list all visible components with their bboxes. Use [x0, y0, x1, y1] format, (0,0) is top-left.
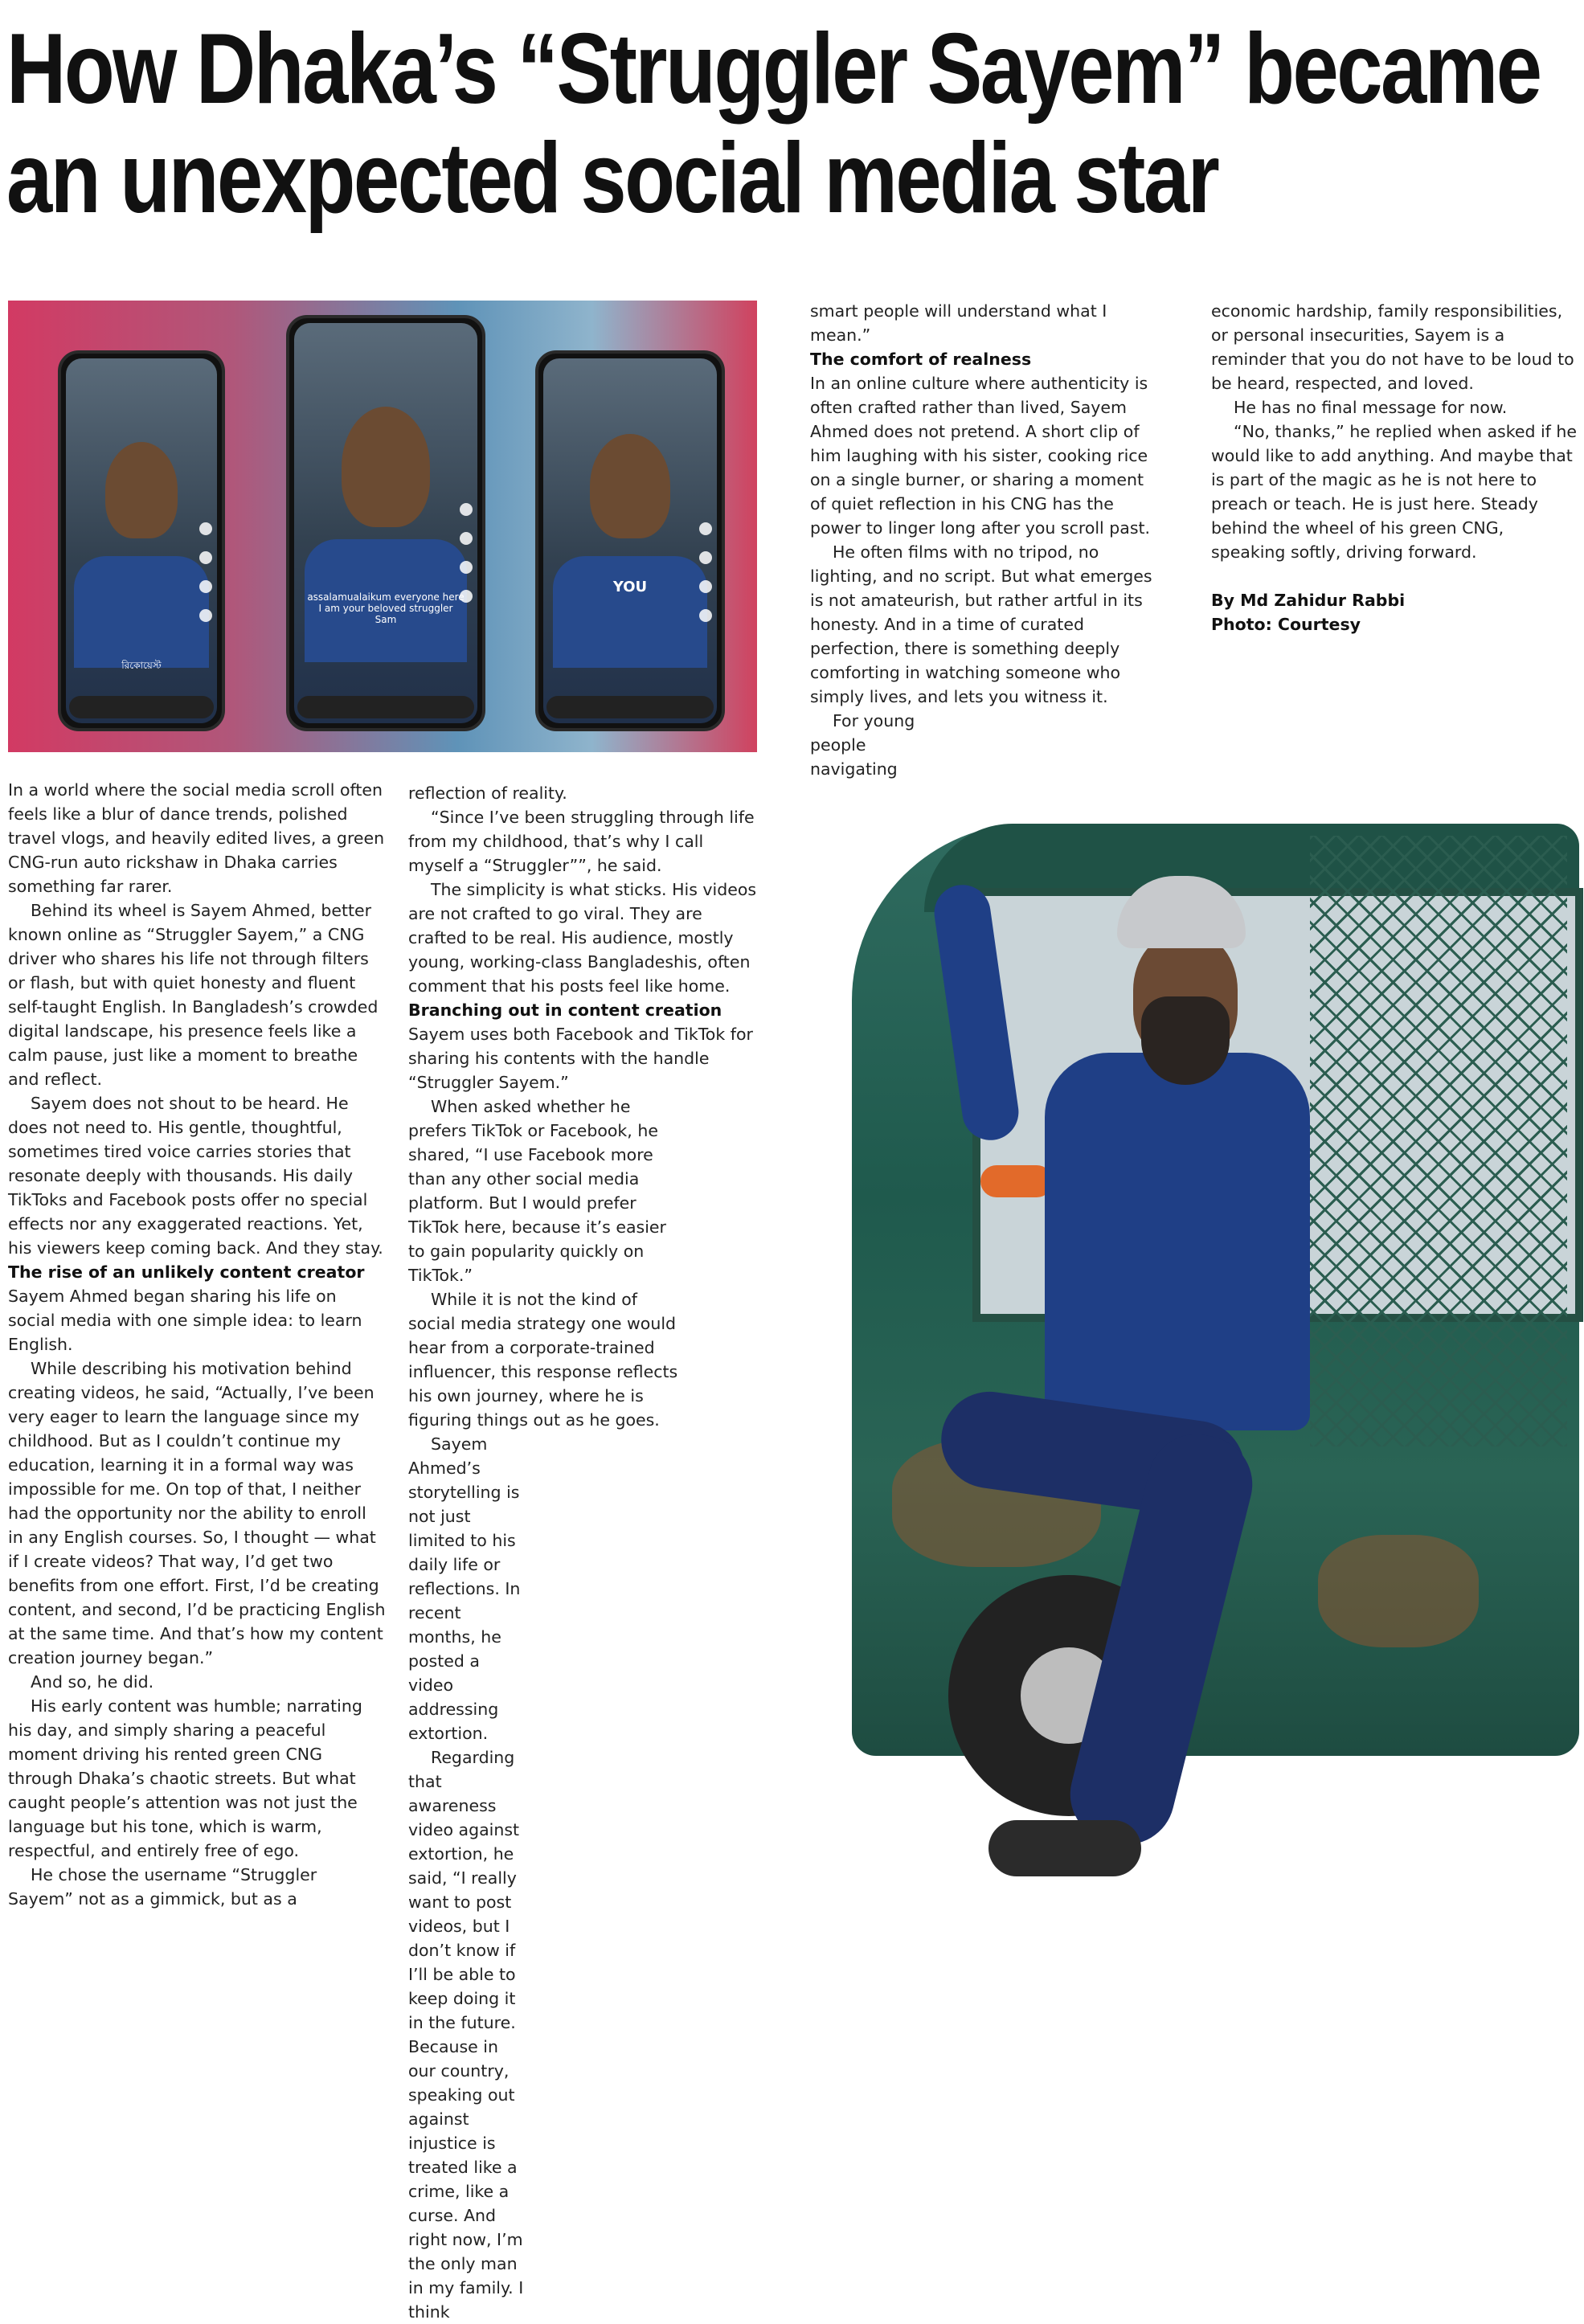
paragraph: reflection of reality. [408, 784, 567, 803]
paragraph: He chose the username “Struggler Sayem” not as a gimmick, but as a [8, 1865, 317, 1909]
phone-left [58, 350, 225, 731]
subheading-branching: Branching out in content creation [408, 1000, 722, 1020]
paragraph: He often films with no tripod, no lighting, and no script. But what emerges is not amateurish, but rather artful in its honesty. And in a time of curated perfection, there is something deeply comforting in watching someone who simply lives, and lets you witness it. [810, 542, 1152, 706]
paragraph: While it is not the kind of social media strategy one would hear from a corporate-trained influencer, this response reflects his own journey, where he is figuring things out as he goes. [408, 1290, 678, 1430]
phone-right-caption: YOU [612, 579, 648, 595]
phone-left-caption: রিকোয়েস্ট [121, 660, 162, 671]
subheading-comfort: The comfort of realness [810, 350, 1032, 369]
article-column-2 [408, 781, 762, 2324]
phone-center [286, 315, 485, 731]
paragraph: The simplicity is what sticks. His videos are not crafted to go viral. They are crafted to be real. His audience, mostly young, working-class Bangladeshis, often comment that his posts feel like home. [408, 880, 757, 996]
paragraph: Sayem Ahmed’s storytelling is not just limited to his daily life or reflections. In recent months, he posted a video addressing extortion. [408, 1434, 521, 1743]
paragraph: Behind its wheel is Sayem Ahmed, better known online as “Struggler Sayem,” a CNG driver who shares his life not through filters or flash, but with quiet honesty and fluent self-taught English. In Bangladesh’s crowded digital landscape, his presence feels like a calm pause, just like a moment to breathe and reflect. [8, 901, 379, 1089]
paragraph: And so, he did. [31, 1672, 154, 1692]
article-column-1 [8, 778, 386, 1911]
headline [6, 14, 1541, 234]
phone-screenshots-image [8, 301, 757, 752]
photo-credit: Photo: Courtesy [1211, 615, 1361, 634]
paragraph: economic hardship, family responsibilities, or personal insecurities, Sayem is a reminder that you do not have to be loud to be heard, respected, and loved. [1211, 301, 1574, 393]
article-column-3 [810, 299, 1164, 781]
paragraph: In a world where the social media scroll often feels like a blur of dance trends, polished travel vlogs, and heavily edited lives, a green CNG-run auto rickshaw in Dhaka carries something far rarer. [8, 780, 385, 896]
paragraph: While describing his motivation behind creating videos, he said, “Actually, I’ve been very eager to learn the language since my childhood. But as I couldn’t continue my education, learning it in a formal way was impossible for me. On top of that, I neither had the opportunity nor the ability to enroll in any English courses. So, I thought — what if I create videos? That way, I’d get two benefits from one effort. First, I’d be creating content, and second, I’d be practicing English at the same time. And that’s how my content creation journey began.” [8, 1359, 386, 1667]
paragraph: Sayem Ahmed began sharing his life on social media with one simple idea: to learn English. [8, 1287, 362, 1354]
paragraph: Sayem uses both Facebook and TikTok for sharing his contents with the handle “Struggler Sayem.” [408, 1025, 753, 1092]
paragraph: “No, thanks,” he replied when asked if he would like to add anything. And maybe that is part of the magic as he is not here to preach or teach. He is just here. Steady behind the wheel of his green CNG, speaking softly, driving forward. [1211, 422, 1578, 562]
paragraph: When asked whether he prefers TikTok or Facebook, he shared, “I use Facebook more than any other social media platform. But I would prefer TikTok here, because it’s easier to gain popularity quickly on TikTok.” [408, 1097, 666, 1285]
article-column-4 [1211, 299, 1581, 636]
phone-right [535, 350, 725, 731]
byline: By Md Zahidur Rabbi [1211, 591, 1406, 610]
paragraph: His early content was humble; narrating his day, and simply sharing a peaceful moment driving his rented green CNG through Dhaka’s chaotic streets. But what caught people’s attention was not just the language but his tone, which is warm, respectful, and entirely free of ego. [8, 1696, 362, 1860]
phone-center-caption: assalamualaikum everyone here I am your beloved struggler Sam [307, 591, 465, 625]
paragraph: Sayem does not shout to be heard. He does not need to. His gentle, thoughtful, sometimes tired voice carries stories that resonate deeply with thousands. His daily TikToks and Facebook posts offer no special effects nor any exaggerated reactions. Yet, his viewers keep coming back. And they stay. [8, 1094, 383, 1258]
paragraph: “Since I’ve been struggling through life from my childhood, that’s why I call myself a “Struggler””, he said. [408, 808, 755, 875]
paragraph: In an online culture where authenticity is often crafted rather than lived, Sayem Ahmed does not pretend. A short clip of him laughing with his sister, cooking rice on a single burner, or sharing a moment of quiet reflection in his CNG has the power to linger long after you scroll past. [810, 374, 1151, 538]
subheading-rise: The rise of an unlikely content creator [8, 1262, 365, 1282]
headline-line-2: an unexpected social media star [6, 123, 1218, 234]
paragraph: He has no final message for now. [1234, 398, 1508, 417]
paragraph: smart people will understand what I mean.” [810, 301, 1107, 345]
cng-driver-photo [804, 747, 1584, 1933]
headline-line-1: How Dhaka’s “Struggler Sayem” became [6, 14, 1541, 125]
paragraph: Regarding that awareness video against extortion, he said, “I really want to post videos, but I don’t know if I’ll be able to keep doing it in the future. Because in our country, speaking out against injustice is treated like a crime, like a curse. And right now, I’m the only man in my family. I think [408, 1748, 524, 2322]
paragraph: For young people navigating [810, 711, 915, 779]
